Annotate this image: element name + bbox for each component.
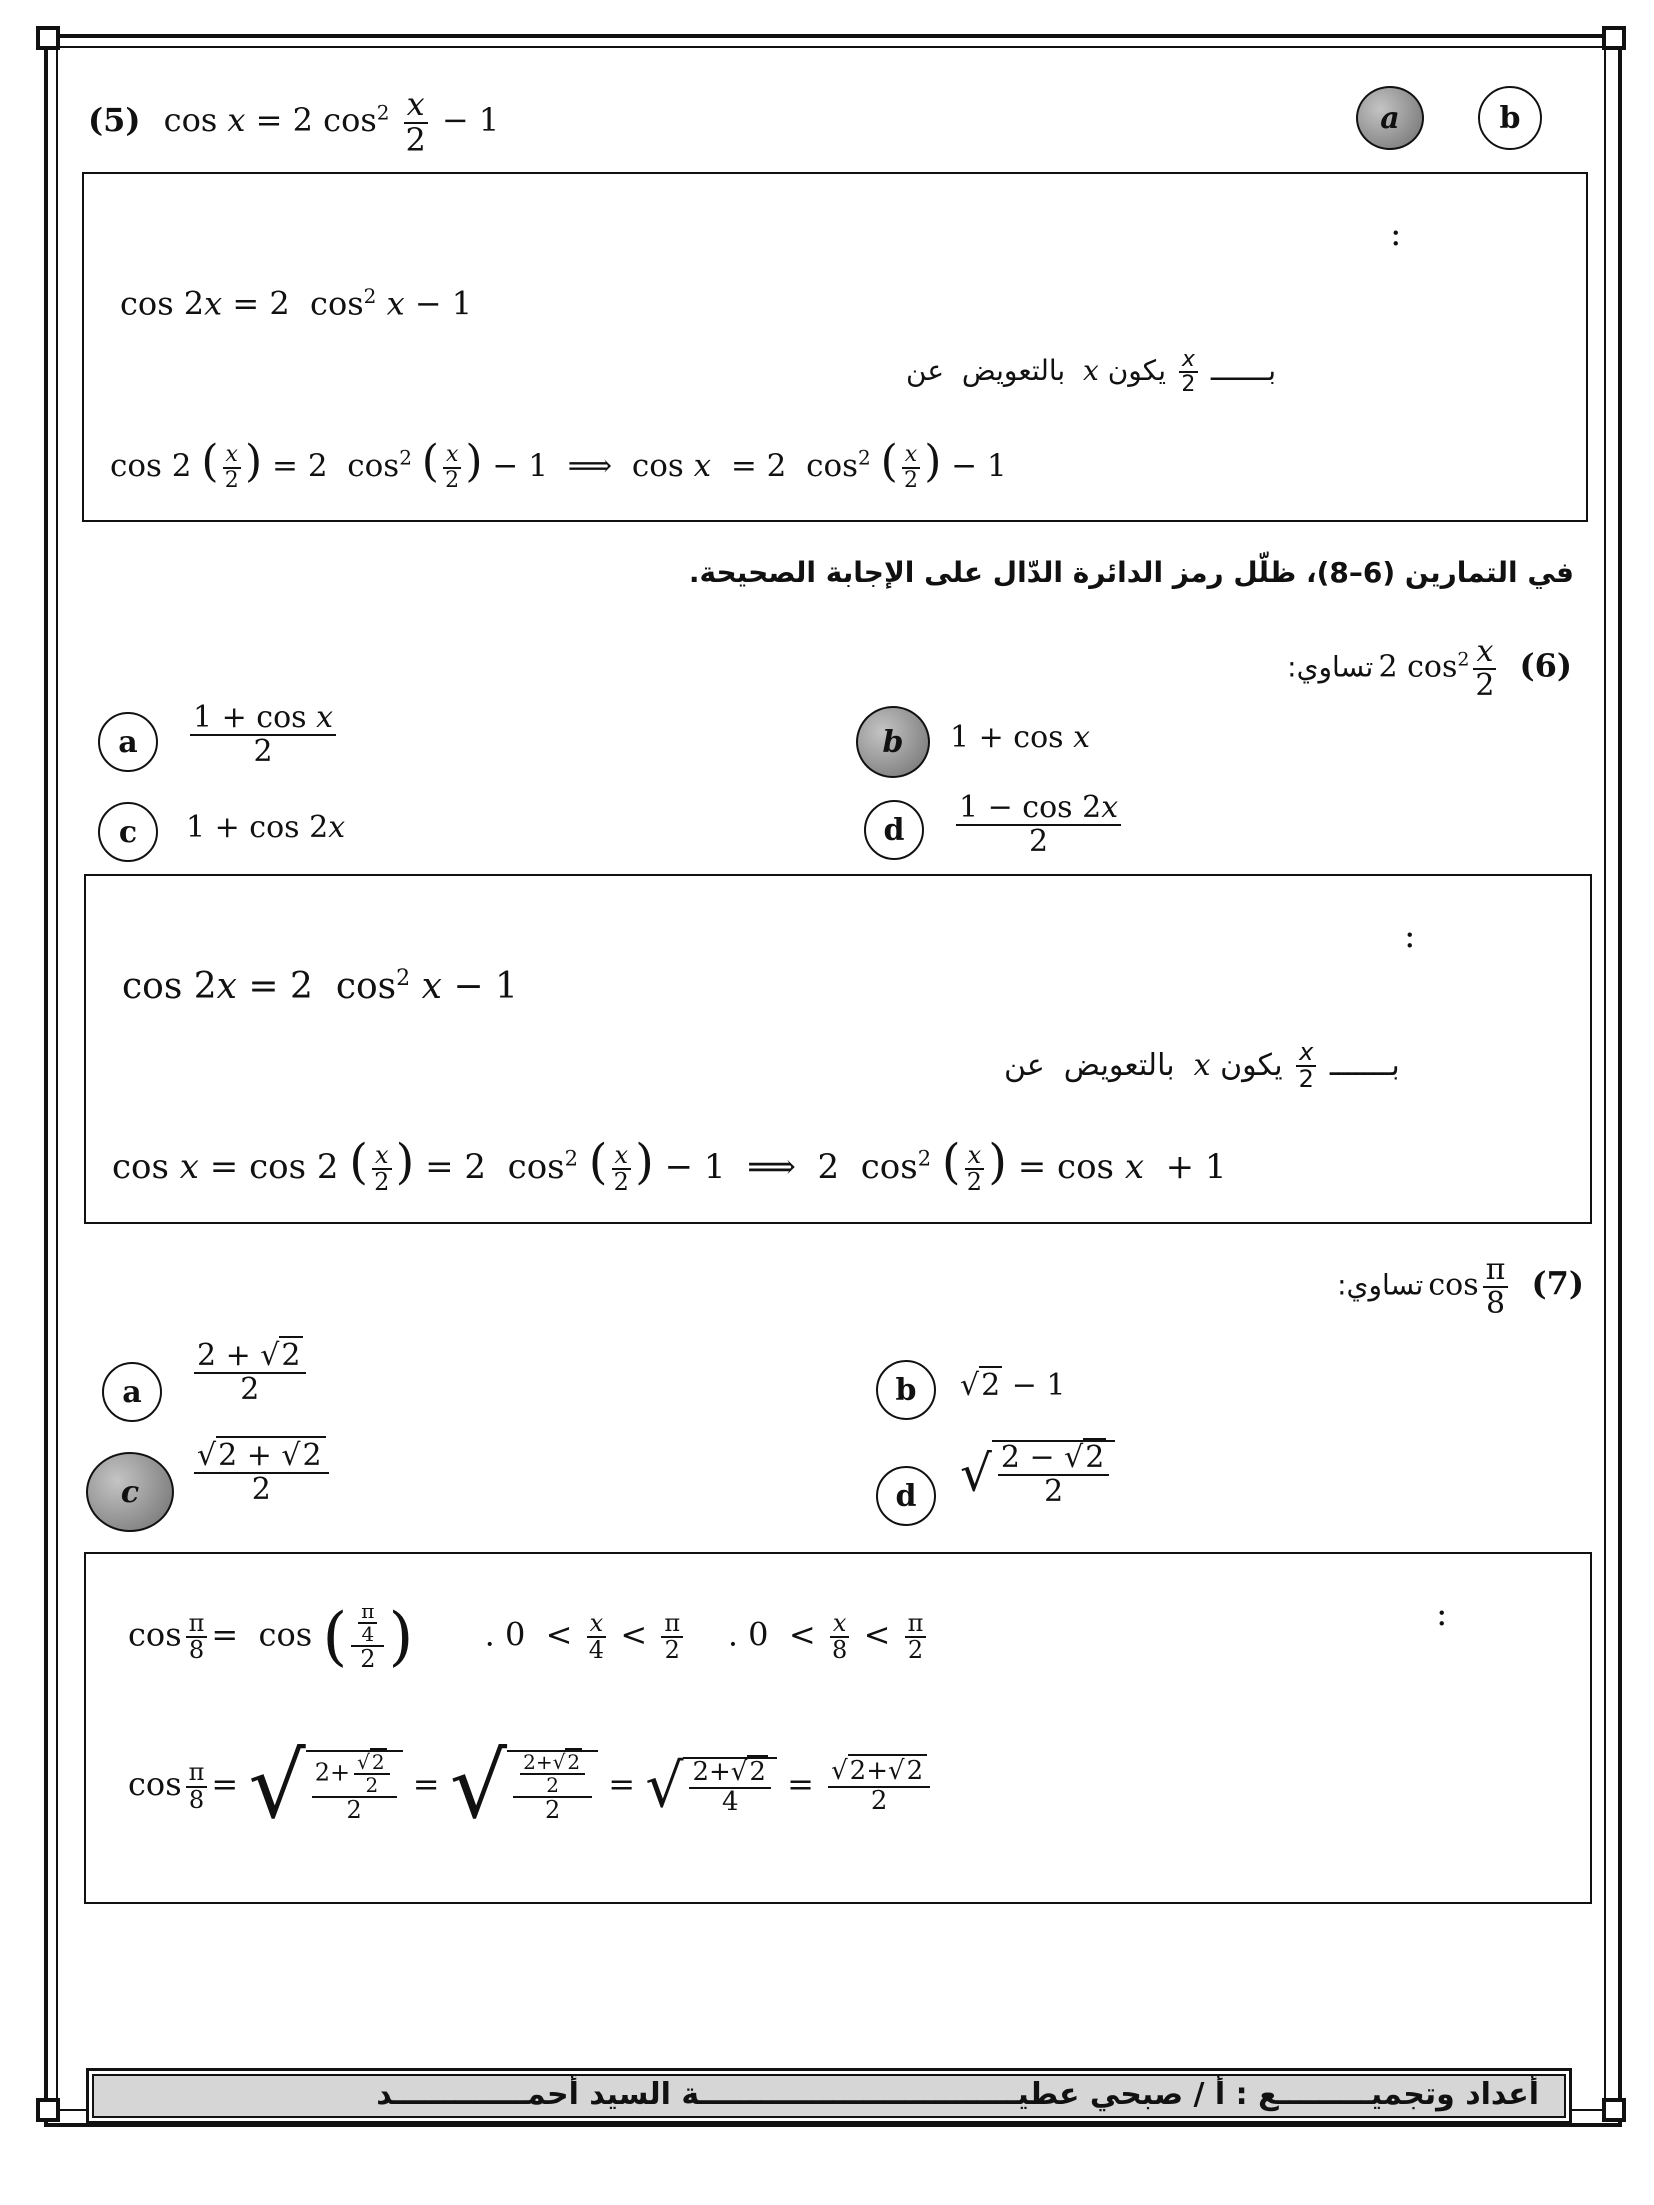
frame-corner: [36, 2098, 60, 2122]
frame-corner: [1602, 2098, 1626, 2122]
q6-option-b-label: b: [882, 724, 904, 760]
q6-option-d-text: $\frac{1 - \cos 2x}{2}$: [952, 792, 1125, 857]
q6-option-c-label: c: [118, 814, 138, 850]
q7-header: [1337, 1254, 1584, 1319]
q7-option-d[interactable]: [876, 1466, 936, 1526]
q6-option-a[interactable]: [98, 712, 158, 772]
q7-solution-line1: cos $\frac{\pi}{8}$ = cos ( $\frac{\frac{\pi}{4}}{2}$ ) . 0 < $\frac{x}{4}$ < $\frac{\pi}{2}$ . 0 < $\frac{x}{8}$ < $\frac{\pi}{2}$: [128, 1600, 930, 1674]
q5-substitution-text: بالتعويض عن x بـــــــ $\frac{x}{2}$ يكون: [906, 347, 1277, 398]
q6-substitution-text: بالتعويض عن x بـــــــ $\frac{x}{2}$ يكون: [1004, 1038, 1400, 1094]
q6-number: (6): [1519, 646, 1572, 685]
frame-corner: [36, 26, 60, 50]
q7-option-b-text: √2 − 1: [960, 1368, 1066, 1403]
q6-option-a-label: a: [118, 724, 138, 760]
q6-option-b-text: 1 + cos x: [950, 720, 1091, 755]
q6-solution-line2: cos x = cos 2 ( $\frac{x}{2}$ ) = 2 $\cos^2$ ( $\frac{x}{2}$ ) − 1 ⟹ 2 $\cos^2$ ( $\frac{x}{2}$ ) = cos x + 1: [112, 1134, 1227, 1196]
footer-bar: [86, 2068, 1572, 2124]
q7-number: (7): [1531, 1264, 1584, 1303]
q5-solution-line1: cos 2x = 2 $\cos^2 x - 1$: [120, 284, 473, 323]
footer-text: أعداد وتجميـــــــــع : أ / صبحي عطيـــــــــــــــــــــــــــــــة السيد أحمـــــــــــــد: [376, 2077, 1539, 2112]
q5-solution-line2: cos 2 ( $\frac{x}{2}$ ) = 2 $\cos^2$ ( $\frac{x}{2}$ ) − 1 ⟹ cos x = 2 $\cos^2$ ( $\frac{x}{2}$ ) − 1: [110, 436, 1007, 493]
q6-expression: 2 $\cos^2$ $\frac{x}{2}$: [1378, 634, 1495, 703]
q6-prompt: تساوي:: [1287, 650, 1374, 684]
q5-solution-box: [82, 172, 1588, 522]
q5-header: [88, 85, 500, 159]
q6-option-d-label: d: [883, 812, 905, 848]
q6-substitution: [1004, 1040, 1400, 1092]
q5-statement: cos x = 2 $\cos^2$ $\frac{x}{2}$ − 1: [163, 85, 500, 159]
q7-option-a-text: $\frac{2 + √2}{2}$: [190, 1340, 310, 1405]
q7-option-b-label: b: [895, 1372, 917, 1408]
q5-substitution: [906, 348, 1276, 396]
q6-option-c-text: 1 + cos 2x: [186, 810, 346, 845]
q7-option-d-label: d: [895, 1478, 917, 1514]
q7-expression: cos $\frac{\pi}{8}$: [1428, 1254, 1512, 1319]
q7-solution-box: [84, 1552, 1592, 1904]
q7-prompt: تساوي:: [1337, 1268, 1424, 1302]
q7-option-a[interactable]: [102, 1362, 162, 1422]
q6-solution-line1: cos 2x = 2 $\cos^2 x - 1$: [122, 966, 518, 1007]
frame-corner: [1602, 26, 1626, 50]
q7-option-b[interactable]: [876, 1360, 936, 1420]
solution-colon: :: [1436, 1594, 1448, 1634]
q6-option-b[interactable]: [856, 706, 930, 778]
q5-option-a[interactable]: [1356, 86, 1424, 150]
q6-option-d[interactable]: [864, 800, 924, 860]
solution-colon: :: [1404, 916, 1416, 956]
q5-number: (5): [88, 101, 141, 140]
q5-option-b-label: b: [1499, 100, 1521, 136]
q7-option-c-label: c: [120, 1474, 140, 1510]
q7-option-c[interactable]: [86, 1452, 174, 1532]
q6-option-a-text: $\frac{\text{1 + cos x}}{2}$: [186, 702, 340, 767]
q7-option-c-text: $\frac{√2 + √2}{2}$: [190, 1440, 333, 1505]
q7-solution-line2: cos $\frac{\pi}{8}$ = √ 2+ $\frac{√ 2}{2}$ 2 = √ $\frac{\frac{2+√ 2}{2}}{2}$ = √ $\frac{2+√2}{4}$ = $\frac{√2+√2}{2}$: [128, 1734, 934, 1839]
q6-option-c[interactable]: [98, 802, 158, 862]
q7-option-a-label: a: [122, 1374, 142, 1410]
q7-option-d-text: √ $\frac{2 - √2}{2}$: [960, 1440, 1115, 1507]
solution-colon: :: [1390, 214, 1402, 254]
instruction-text: في التمارين (6–8)، ظلّل رمز الدائرة الدّال على الإجابة الصحيحة.: [688, 556, 1574, 589]
q6-solution-box: [84, 874, 1592, 1224]
q5-option-a-label: a: [1380, 100, 1400, 136]
q5-option-b[interactable]: [1478, 86, 1542, 150]
q6-header: [1287, 636, 1572, 701]
